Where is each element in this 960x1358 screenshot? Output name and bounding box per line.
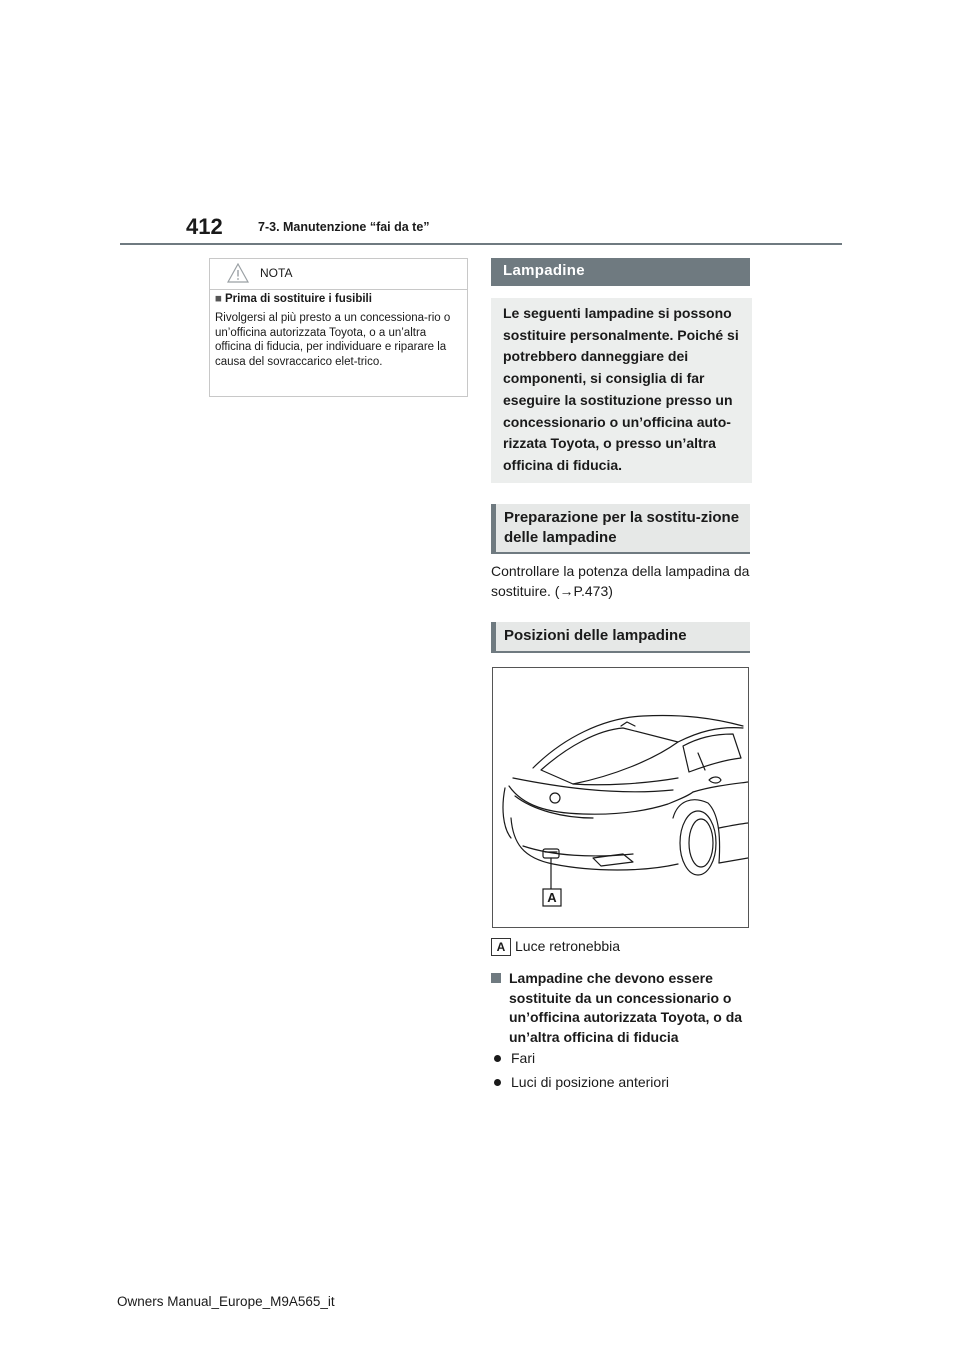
nota-text: Rivolgersi al più presto a un concessiona-rio o un’officina autorizzata Toyota, o a un’altra officina di fiducia, per individuare e riparare la causa del sovraccarico elet-trico.: [215, 312, 451, 368]
figure-caption: [491, 938, 620, 956]
page-number: 412: [186, 214, 223, 239]
posizioni-heading: Posizioni delle lampadine: [491, 622, 750, 653]
list-item-text: Luci di posizione anteriori: [511, 1074, 669, 1090]
square-bullet-icon: ■: [215, 293, 222, 305]
caption-text: Luce retronebbia: [515, 938, 621, 954]
intro-text: Le seguenti lampadine si possono sostituire personalmente. Poiché si potrebbero danneggiare dei componenti, si consiglia di far eseguire la sostituzione presso un concessionario o un’officina auto-rizzata Toyota, o presso un’altra officina di fiducia.: [503, 305, 739, 473]
dealer-subheading-text: Lampadine che devono essere sostituite da un concessionario o un’officina autorizzata Toyota, o da un’altra officina di fiducia: [509, 970, 743, 1045]
nota-box: [209, 258, 468, 397]
warning-icon: [227, 263, 249, 288]
bullet-dot-icon: [494, 1055, 501, 1062]
car-rear-drawing: [493, 668, 748, 927]
callout-label: A: [547, 890, 557, 905]
intro-box: [491, 298, 752, 483]
lampadine-heading: Lampadine: [491, 258, 750, 286]
square-bullet-icon: [491, 973, 501, 983]
footer-text: Owners Manual_Europe_M9A565_it: [117, 1294, 335, 1309]
list-item: [491, 1074, 669, 1090]
nota-header: [210, 259, 467, 290]
car-rear-illustration: [492, 667, 749, 928]
header-rule: [120, 243, 842, 245]
nota-subheading: [215, 293, 372, 305]
nota-subheading-text: Prima di sostituire i fusibili: [224, 293, 372, 305]
list-item-text: Fari: [511, 1050, 536, 1066]
bullet-dot-icon: [494, 1079, 501, 1086]
preparazione-heading: Preparazione per la sostitu-zione delle lampadine: [491, 504, 750, 554]
caption-badge: A: [491, 938, 511, 956]
dealer-subheading: [491, 969, 753, 1047]
section-title: 7-3. Manutenzione “fai da te”: [258, 220, 430, 234]
list-item: [491, 1050, 535, 1066]
nota-label: NOTA: [260, 266, 293, 280]
preparazione-text: Controllare la potenza della lampadina da sostituire. (→P.473): [491, 563, 750, 599]
